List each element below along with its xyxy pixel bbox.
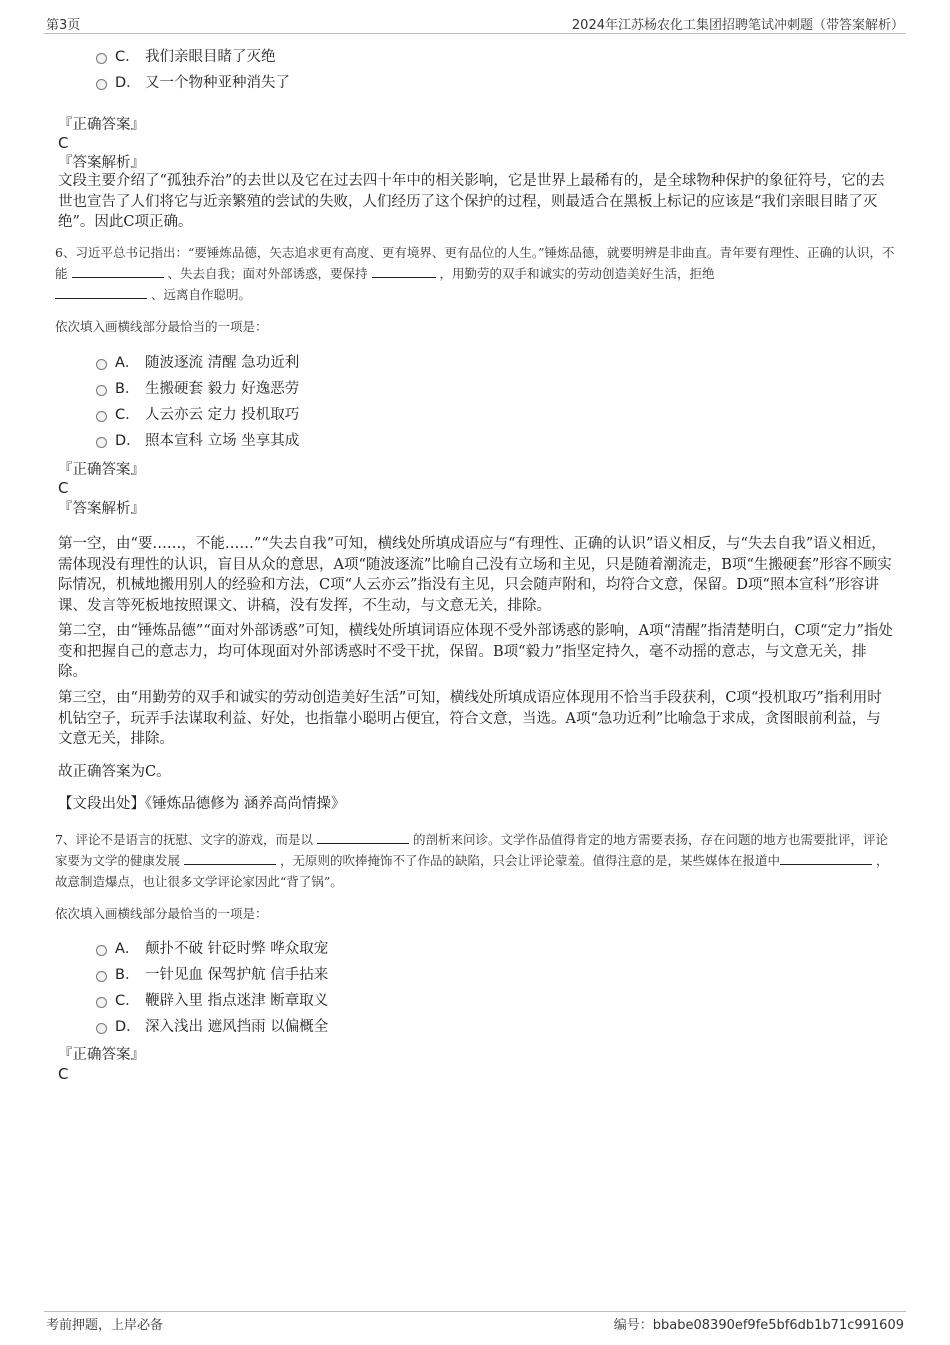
- q5-analysis: 文段主要介绍了“孤独乔治”的去世以及它在过去四十年中的相关影响，它是世界上最稀有的，是全球物种保护的象征符号，它的去世也宣告了人们将它与近亲繁殖的尝试的失败，人们经历了这个保护的过程，则最适合在黑板上标记的应该是“我们亲眼目睹了灭绝”。因此C项正确。: [58, 173, 885, 230]
- radio-icon[interactable]: [96, 359, 107, 370]
- header-divider: [44, 33, 906, 34]
- q7-question: 7、评论不是语言的抚慰、文字的游戏，而是以 的剖析来问诊。文学作品值得肯定的地方需要表扬，存在问题的地方也需要批评，评论家要为文学的健康发展 ，无原则的吹捧掩饰不了作品的缺陷，只会让评论蒙羞。值得注意的是，某些媒体在报道中 ，故意制造爆点，也让很多文学评论家因此“背了锅”。: [55, 832, 889, 889]
- q5-analysis-label: 『答案解析』: [58, 155, 145, 171]
- q7-option-a[interactable]: A． 颠扑不破 针砭时弊 哗众取宠: [96, 939, 328, 959]
- blank-line: [55, 286, 147, 299]
- q5-option-d[interactable]: D． 又一个物种亚种消失了: [96, 73, 290, 93]
- q6-analysis-blank-3: 第三空，由“用勤劳的双手和诚实的劳动创造美好生活”可知，横线处所填成语应体现用不恰当手段获利，C项“投机取巧”指利用时机钻空子，玩弄手法谋取利益、好处，也指靠小聪明占便宜，符合文意，当选。A项“急功近利”比喻急于求成，贪图眼前利益，与文意无关，排除。: [58, 690, 882, 747]
- q7-answer: C: [58, 1065, 69, 1083]
- q6-question: 6、习近平总书记指出：“要锤炼品德，矢志追求更有高度、更有境界、更有品位的人生。”锤炼品德，就要明辨是非曲直。青年要有理性、正确的认识，不能 、失去自我；面对外部诱惑，要保持 ，用勤劳的双手和诚实的劳动创造美好生活，拒绝 、远离自作聪明。: [55, 245, 895, 302]
- footer-divider: [44, 1311, 906, 1312]
- q7-option-c[interactable]: C． 鞭辟入里 指点迷津 断章取义: [96, 991, 328, 1011]
- q6-analysis-blank-2: 第二空，由“锤炼品德”“面对外部诱惑”可知，横线处所填词语应体现不受外部诱惑的影响，A项“清醒”指清楚明白，C项“定力”指处变和把握自己的意志力，均可体现面对外部诱惑时不受干扰，保留。B项“毅力”指坚定持久，毫不动摇的意志，与文意无关，排除。: [58, 623, 893, 680]
- q5-answer-label: 『正确答案』: [58, 117, 145, 133]
- q6-source: 【文段出处】《锤炼品德修为 涵养高尚情操》: [58, 796, 346, 812]
- q5-option-c[interactable]: C． 我们亲眼目睹了灭绝: [96, 47, 276, 67]
- document-id: 编号：bbabe08390ef9fe5bf6db1b71c991609: [613, 1318, 904, 1333]
- q6-answer: C: [58, 479, 69, 497]
- radio-icon[interactable]: [96, 971, 107, 982]
- radio-icon[interactable]: [96, 411, 107, 422]
- blank-line: [184, 852, 276, 865]
- q6-answer-label: 『正确答案』: [58, 462, 145, 478]
- footer-slogan: 考前押题，上岸必备: [46, 1318, 164, 1333]
- document-title: 2024年江苏杨农化工集团招聘笔试冲刺题（带答案解析）: [571, 18, 904, 33]
- blank-line: [72, 265, 164, 278]
- radio-icon[interactable]: [96, 385, 107, 396]
- radio-icon[interactable]: [96, 997, 107, 1008]
- q5-answer: C: [58, 134, 69, 152]
- q7-option-d[interactable]: D． 深入浅出 遮风挡雨 以偏概全: [96, 1017, 328, 1037]
- blank-line: [780, 852, 872, 865]
- blank-line: [317, 831, 409, 844]
- radio-icon[interactable]: [96, 1023, 107, 1034]
- q6-option-c[interactable]: C． 人云亦云 定力 投机取巧: [96, 405, 299, 425]
- blank-line: [372, 265, 436, 278]
- q6-option-a[interactable]: A． 随波逐流 清醒 急功近利: [96, 353, 299, 373]
- q6-prompt: 依次填入画横线部分最恰当的一项是：: [55, 319, 268, 334]
- radio-icon[interactable]: [96, 53, 107, 64]
- radio-icon[interactable]: [96, 437, 107, 448]
- radio-icon[interactable]: [96, 945, 107, 956]
- q7-prompt: 依次填入画横线部分最恰当的一项是：: [55, 906, 268, 921]
- q7-answer-label: 『正确答案』: [58, 1047, 145, 1063]
- page-number: 第3页: [46, 18, 81, 33]
- q6-option-b[interactable]: B． 生搬硬套 毅力 好逸恶劳: [96, 379, 299, 399]
- q6-analysis-label: 『答案解析』: [58, 501, 145, 517]
- q6-conclusion: 故正确答案为C。: [58, 764, 171, 780]
- q6-option-d[interactable]: D． 照本宣科 立场 坐享其成: [96, 431, 299, 451]
- q6-analysis-blank-1: 第一空，由“要……，不能……”“失去自我”可知，横线处所填成语应与“有理性、正确的认识”语义相反，与“失去自我”语义相近，需体现没有理性的认识，盲目从众的意思，A项“随波逐流”比喻自己没有立场和主见，只是随着潮流走，B项“生搬硬套”形容不顾实际情况，机械地搬用别人的经验和方法，C项“人云亦云”指没有主见，只会随声附和，均符合文意，保留。D项“照本宣科”形容讲课、发言等死板地按照课文、讲稿，没有发挥，不生动，与文意无关，排除。: [58, 536, 892, 614]
- q7-option-b[interactable]: B． 一针见血 保驾护航 信手拈来: [96, 965, 328, 985]
- radio-icon[interactable]: [96, 79, 107, 90]
